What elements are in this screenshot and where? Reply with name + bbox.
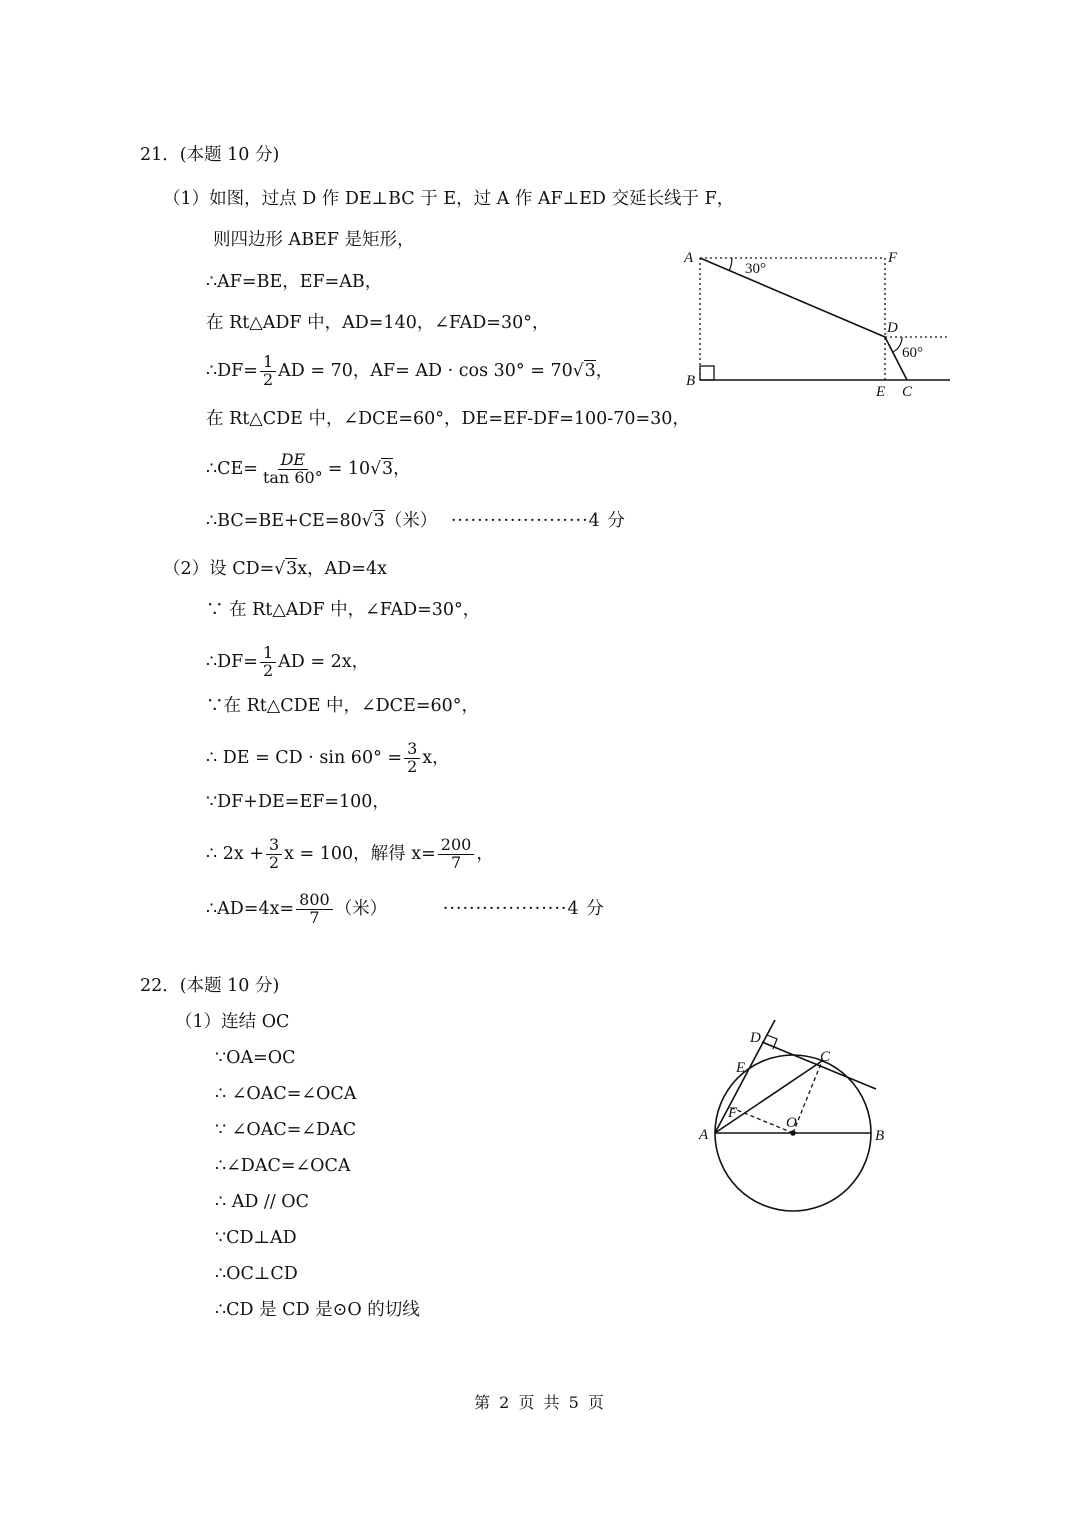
q22-line-1: （1）连结 OC <box>175 1012 290 1032</box>
angle-arc-60 <box>893 337 902 352</box>
q22-line-6: ∴ AD // OC <box>215 1192 310 1212</box>
q22-line-2: ∵OA=OC <box>215 1048 296 1068</box>
label-d: D <box>750 1030 761 1046</box>
q21-p1-line8: ∴BC=BE+CE=80√3（米） ·····················4 分 <box>206 511 626 531</box>
segment-ad <box>700 258 885 337</box>
sqrt: √3 <box>274 559 298 579</box>
line-ad <box>715 1020 776 1133</box>
q22-line-5: ∴∠DAC=∠OCA <box>215 1156 351 1176</box>
q21-p1-line2: 则四边形 ABEF 是矩形， <box>213 230 415 250</box>
label-angle-30: 30° <box>745 261 766 277</box>
label-b: B <box>686 373 696 389</box>
label-c: C <box>902 384 913 400</box>
q21-p1-line6: 在 Rt△CDE 中，∠DCE=60°，DE=EF-DF=100-70=30， <box>206 409 690 429</box>
q21-p2-line2: ∵ 在 Rt△ADF 中，∠FAD=30°， <box>206 600 481 620</box>
segment-oc <box>793 1061 822 1133</box>
q21-p2-line4: ∵在 Rt△CDE 中，∠DCE=60°， <box>206 696 480 716</box>
fraction: $\frac{DE}{\tan 60^\circ}$ <box>262 450 323 487</box>
q22-figure <box>690 1020 910 1220</box>
q21-p2-line3: ∴DF= $\frac{1}{2}$ AD = 2x， <box>206 643 370 680</box>
fraction: $\frac{1}{2}$ <box>260 354 276 389</box>
sqrt: √3 <box>370 458 394 479</box>
q22-line-3: ∴ ∠OAC=∠OCA <box>215 1084 357 1104</box>
q21-p2-line1: （2）设 CD=√3x，AD=4x <box>163 559 387 579</box>
label-c: C <box>820 1049 831 1065</box>
segment-ac <box>715 1061 822 1133</box>
q21-p2-line8: ∴AD=4x= $\frac{800}{7}$ （米） ···················4 分 <box>206 890 605 927</box>
q22-header: 22．(本题 10 分) <box>140 976 280 996</box>
sqrt: √3 <box>572 360 596 381</box>
q21-header: 21．(本题 10 分) <box>140 145 280 165</box>
segment-of <box>732 1108 793 1133</box>
label-d: D <box>887 320 898 336</box>
fraction: $\frac{800}{7}$ <box>296 892 333 927</box>
q22-line-9: ∴CD 是 CD 是⊙O 的切线 <box>215 1300 420 1320</box>
sqrt: √3 <box>361 511 385 531</box>
q21-p1-line4: 在 Rt△ADF 中，AD=140，∠FAD=30°， <box>206 313 550 333</box>
q22-line-4: ∵ ∠OAC=∠DAC <box>215 1120 357 1140</box>
q22-line-8: ∴OC⊥CD <box>215 1264 298 1284</box>
label-f: F <box>888 250 898 266</box>
center-dot <box>790 1130 796 1136</box>
fraction: $\frac{1}{2}$ <box>260 645 276 680</box>
fraction: $\frac{200}{7}$ <box>438 837 475 872</box>
fraction: $\frac{3}{2}$ <box>404 741 420 776</box>
fraction: $\frac{3}{2}$ <box>266 837 282 872</box>
q21-p1-line7: ∴CE= $\frac{DE}{\tan 60^\circ}$ = 10√3， <box>206 450 411 487</box>
q21-p2-line5: ∴ DE = CD · sin 60° = $\frac{3}{2}$ x， <box>206 739 450 776</box>
page-footer: 第 2 页 共 5 页 <box>474 1393 606 1412</box>
label-e: E <box>736 1060 746 1076</box>
q21-p1-line5: ∴DF= $\frac{1}{2}$ AD = 70，AF= AD · cos 30° = 70√3， <box>206 352 614 389</box>
q22-line-7: ∵CD⊥AD <box>215 1228 297 1248</box>
tangent-dc <box>762 1042 876 1089</box>
label-b: B <box>875 1128 885 1144</box>
q21-p1-line1: （1）如图，过点 D 作 DE⊥BC 于 E，过 A 作 AF⊥ED 交延长线于 F， <box>163 189 735 209</box>
right-angle-mark <box>700 366 714 380</box>
q21-p2-line6: ∵DF+DE=EF=100， <box>206 792 390 812</box>
label-o: O <box>786 1115 797 1131</box>
q21-figure <box>680 240 960 405</box>
label-a: A <box>699 1127 709 1143</box>
label-a: A <box>684 250 694 266</box>
q21-p2-line7: ∴ 2x + $\frac{3}{2}$ x = 100，解得 x= $\frac{200}{7}$ ， <box>206 835 494 872</box>
label-e: E <box>876 384 886 400</box>
label-f: F <box>728 1105 738 1121</box>
angle-arc-30 <box>729 258 732 271</box>
label-angle-60: 60° <box>902 345 923 361</box>
q21-p1-line3: ∴AF=BE，EF=AB， <box>206 272 383 292</box>
